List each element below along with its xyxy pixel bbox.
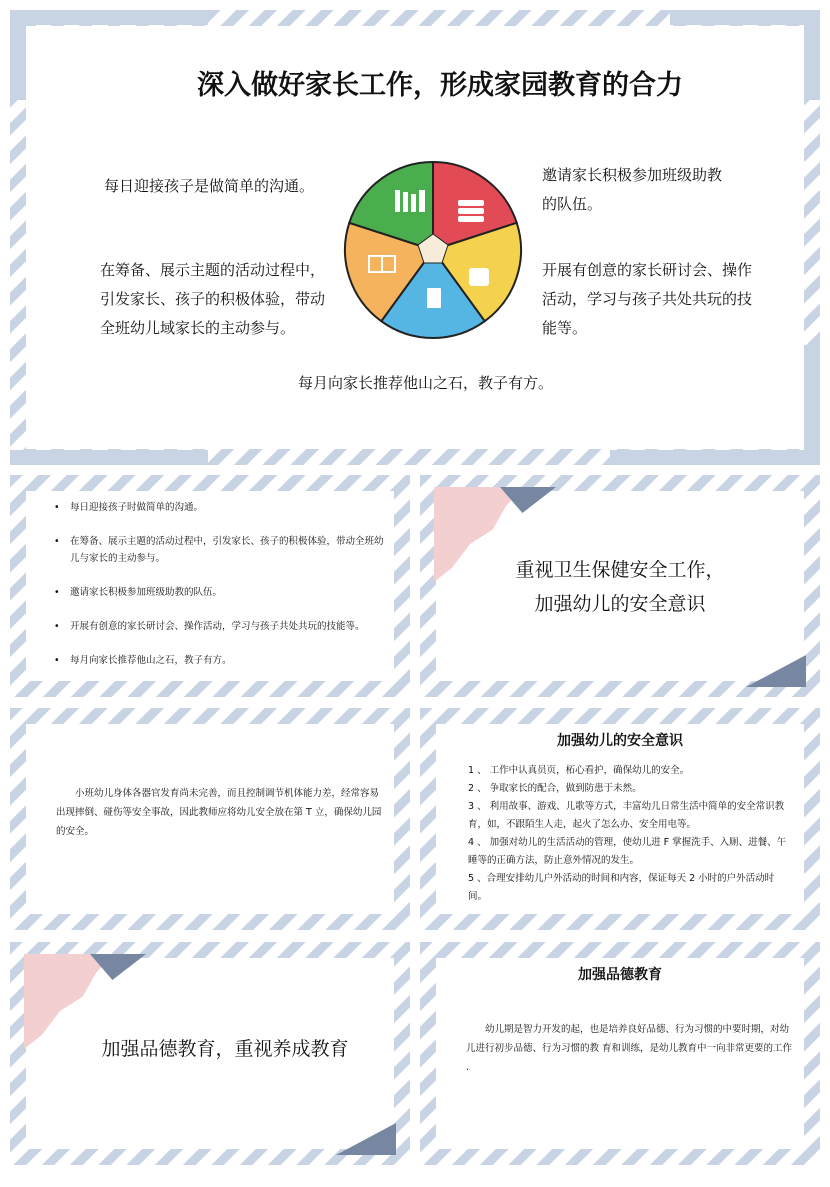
backpack-icon xyxy=(469,268,489,286)
slide-5-title: 加强幼儿的安全意识 xyxy=(557,733,683,749)
list-item: 4 、 加强对幼儿的生活活动的管理，使幼儿进 F 掌握洗手、入厕、进餐、午睡等的正确方法，防止意外情况的发生。 xyxy=(468,837,787,866)
text-monthly-recommend: 每月向家长推荐他山之石，教子有方。 xyxy=(298,374,554,392)
bookshelf-icon xyxy=(395,190,400,212)
bullet-item: • 开展有创意的家长研讨会、操作活动，学习与孩子共处共玩的技能等。 xyxy=(54,618,384,635)
slide-4 xyxy=(10,708,410,930)
beaker-icon xyxy=(427,288,441,308)
text-daily-greeting: 每日迎接孩子是做简单的沟通。 xyxy=(104,177,315,195)
slide-6 xyxy=(10,942,410,1165)
text-theme-activities: 在筹备、展示主题的活动过程中，引发家长、孩子的积极体验，带动全班幼儿域家长的主动参与。 xyxy=(100,261,326,337)
list-item: 5 、合理安排幼儿户外活动的时间和内容，保证每天 2 小时的户外活动时间。 xyxy=(468,873,775,902)
slide-3-title-line-1: 重视卫生保健安全工作， xyxy=(515,559,725,581)
books-stack-icon xyxy=(458,200,484,206)
text-parent-seminar: 开展有创意的家长研讨会、操作活动，学习与孩子共处共玩的技能等。 xyxy=(542,261,753,337)
list-item: 1 、 工作中认真员页，柘心看护，确保幼儿的安全。 xyxy=(468,765,690,776)
bullet-item: • 每日迎接孩子时做简单的沟通。 xyxy=(54,499,384,516)
safety-paragraph: 小班幼儿身体各器官发育尚未完善，而且控制调节机体能力差，经常容易出现摔倒、碰伤等安全事故，因此教师应将幼儿安全放在第 T 立，确保幼儿园的安全。 xyxy=(56,788,382,837)
slide-3-title-line-2: 加强幼儿的安全意识 xyxy=(534,593,706,615)
slide-6-title: 加强品德教育，重视养成教育 xyxy=(101,1038,349,1060)
safety-measures-list xyxy=(468,762,788,906)
slide-3 xyxy=(420,475,820,697)
education-wheel-graphic xyxy=(343,160,523,340)
parent-work-bullet-list xyxy=(54,499,384,686)
bullet-item: • 每月向家长推荐他山之石，教子有方。 xyxy=(54,652,384,669)
bullet-item: • 邀请家长积极参加班级助教的队伍。 xyxy=(54,584,384,601)
slide-3-title xyxy=(420,553,820,621)
slide-1-title: 深入做好家长工作，形成家园教育的合力 xyxy=(197,70,683,101)
slide-5 xyxy=(420,708,820,930)
text-invite-parents: 邀请家长积极参加班级助教的队伍。 xyxy=(542,166,723,213)
bullet-item: • 在筹备、展示主题的活动过程中，引发家长、孩子的积极体验，带动全班幼儿与家长的主动参与。 xyxy=(54,533,384,567)
list-item: 2 、 争取家长的配合，做到防患于未然。 xyxy=(468,783,642,794)
moral-education-paragraph: 幼儿期是智力开发的起，也是培养良好品德、行为习惯的中要时期，对幼儿进行初步品德、行为习惯的教 育和训练，是幼儿教育中一向非常更要的工作 . xyxy=(466,1024,793,1073)
slide-7-title: 加强品德教育 xyxy=(578,967,662,983)
slide-1 xyxy=(10,10,820,465)
slide-2 xyxy=(10,475,410,697)
list-item: 3 、 利用故事、游戏、儿歌等方式，丰富幼儿日常生活中简单的安全常识教育，如，不跟陌生人走，起火了怎么办、安全用电等。 xyxy=(468,801,785,830)
slide-7 xyxy=(420,942,820,1165)
